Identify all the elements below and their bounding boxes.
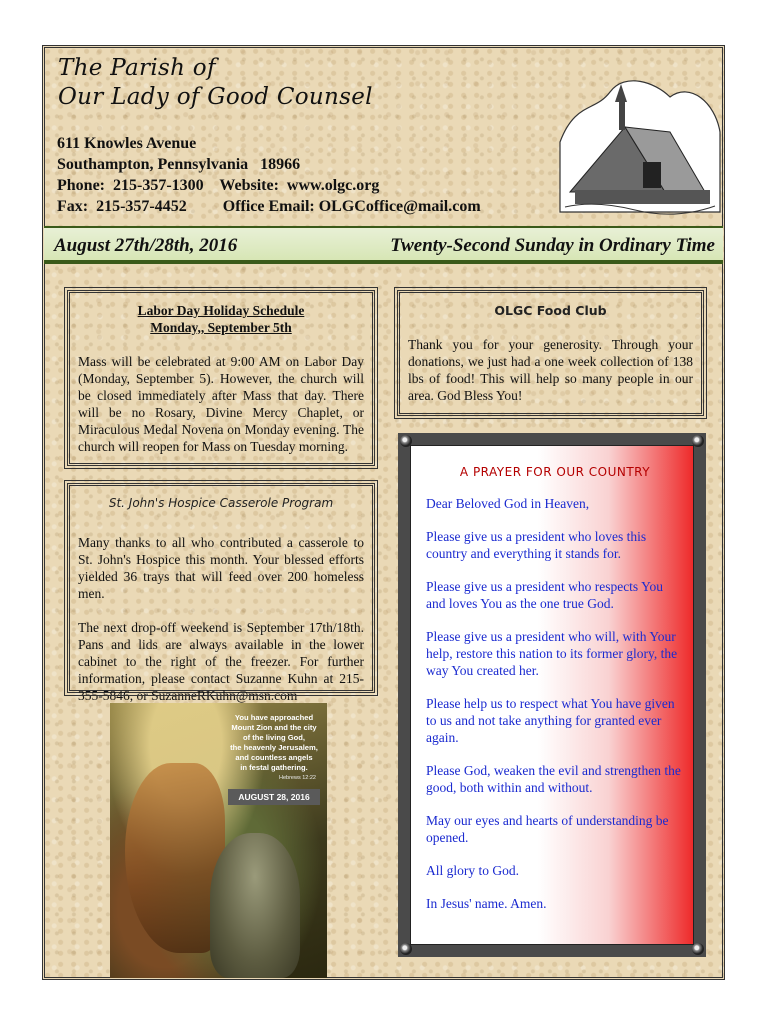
prayer-line: In Jesus' name. Amen. bbox=[426, 896, 547, 911]
prayer-frame bbox=[398, 433, 706, 957]
prayer-line: Please help us to respect what You have given to us and not take anything for granted ever again. bbox=[426, 696, 675, 745]
liturgical-occasion: Twenty-Second Sunday in Ordinary Time bbox=[390, 235, 715, 256]
food-club-body: Thank you for your generosity. Through your donations, we just had a one week collection of 138 lbs of food! This will help so many people in our area. God Bless You! bbox=[408, 337, 693, 403]
food-club-box bbox=[397, 290, 704, 416]
hospice-heading: St. John's Hospice Casserole Program bbox=[108, 496, 334, 510]
angel-statue-image bbox=[210, 833, 300, 978]
prayer-title: A PRAYER FOR OUR COUNTRY bbox=[459, 465, 651, 479]
prayer-line: Please give us a president who respects You and loves You as the one true God. bbox=[426, 579, 663, 611]
prayer-line: May our eyes and hearts of understanding be opened. bbox=[426, 813, 669, 845]
prayer-line: All glory to God. bbox=[426, 863, 519, 878]
hospice-para1: Many thanks to all who contributed a casserole to St. John's Hospice this month. Your blessed efforts yielded 36 trays that will feed over 200 homeless men. bbox=[78, 535, 364, 601]
food-club-heading: OLGC Food Club bbox=[494, 303, 607, 318]
address-city: Southampton, Pennsylvania 18966 bbox=[57, 156, 301, 173]
prayer-text bbox=[426, 464, 684, 928]
labor-day-box bbox=[67, 290, 375, 466]
hospice-box bbox=[67, 483, 375, 703]
parish-title-line1: The Parish of bbox=[58, 55, 216, 81]
address-street: 611 Knowles Avenue bbox=[57, 135, 197, 152]
bulletin-date: August 27th/28th, 2016 bbox=[54, 235, 238, 256]
photo-citation: Hebrews 12:22 bbox=[279, 775, 316, 781]
labor-day-subheading: Monday,, September 5th bbox=[150, 320, 292, 335]
labor-day-heading: Labor Day Holiday Schedule bbox=[137, 303, 305, 318]
angel-photo bbox=[110, 703, 327, 978]
fax-email-line: Fax: 215-357-4452 Office Email: OLGCoffice@mail.com bbox=[57, 198, 481, 215]
prayer-panel bbox=[410, 445, 694, 945]
labor-day-body: Mass will be celebrated at 9:00 AM on Labor Day (Monday, September 5). However, the church will be closed immediately after Mass that day. There will be no Rosary, Divine Mercy Chaplet, or Miraculous Medal Novena on Monday evening. The church will reopen for Mass on Tuesday morning. bbox=[78, 354, 364, 454]
phone-website-line: Phone: 215-357-1300 Website: www.olgc.org bbox=[57, 177, 380, 194]
prayer-line: Please give us a president who will, with Your help, restore this nation to its former glory, the way You created her. bbox=[426, 629, 678, 678]
photo-quote: You have approached Mount Zion and the city of the living God, the heavenly Jerusalem, and countless angels in festal gathering. bbox=[230, 713, 318, 772]
parish-title-line2: Our Lady of Good Counsel bbox=[58, 84, 373, 110]
hospice-para2: The next drop-off weekend is September 17th/18th. Pans and lids are always available in the lower cabinet to the right of the freezer. For further information, please contact Suzanne Kuhn at 215-355-5846, or SuzanneRKuhn@msn.com bbox=[78, 620, 364, 703]
date-banner bbox=[44, 226, 723, 264]
prayer-line: Please God, weaken the evil and strengthen the good, both within and without. bbox=[426, 763, 681, 795]
prayer-line: Please give us a president who loves this country and everything it stands for. bbox=[426, 529, 647, 561]
prayer-line: Dear Beloved God in Heaven, bbox=[426, 496, 590, 511]
church-illustration bbox=[555, 72, 725, 222]
photo-date: AUGUST 28, 2016 bbox=[228, 789, 320, 805]
